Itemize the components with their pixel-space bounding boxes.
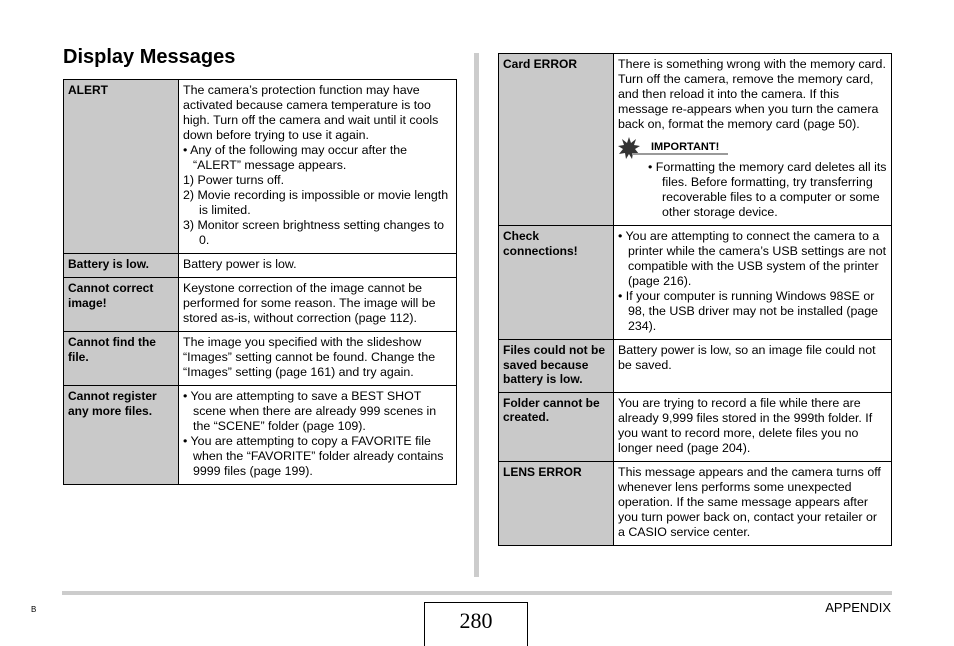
alert-bullet: • Any of the following may occur after the “ALERT” message appears.: [183, 143, 408, 172]
alert-item: 1) Power turns off.: [183, 173, 285, 187]
message-description: You are trying to record a file while there are already 9,999 files stored in the 999th folder. If you want to record more, delete files you no longer need (page 204).: [614, 392, 892, 461]
messages-table-right: [498, 53, 892, 546]
corner-mark: B: [31, 605, 37, 614]
message-description: [179, 386, 457, 485]
column-divider: [474, 53, 479, 577]
important-note: [618, 140, 887, 158]
message-name: Cannot correct image!: [64, 278, 179, 332]
message-description: Battery power is low.: [179, 254, 457, 278]
table-row: [499, 226, 892, 340]
page-number: 280: [424, 602, 528, 646]
card-error-text: There is something wrong with the memory card. Turn off the camera, remove the memory card, and then reload it into the camera. If this message re-appears when you turn the camera back on, format the memory card (page 50).: [618, 57, 886, 131]
message-name: Check connections!: [499, 226, 614, 340]
check-bullet: • If your computer is running Windows 98SE or 98, the USB driver may not be installed (page 234).: [618, 289, 879, 333]
message-name: Cannot find the file.: [64, 332, 179, 386]
message-name: Battery is low.: [64, 254, 179, 278]
table-row: [64, 332, 457, 386]
message-description: The image you specified with the slideshow “Images” setting cannot be found. Change the “Images” setting (page 161) and try again.: [179, 332, 457, 386]
alert-intro: The camera’s protection function may have activated because camera temperature is too high. Turn off the camera and wait until it cools down before trying to use it again.: [183, 83, 439, 142]
important-bullet: • Formatting the memory card deletes all its files. Before formatting, try transferring recoverable files to a computer or some other storage device.: [648, 160, 887, 219]
table-row: [64, 254, 457, 278]
table-row: [499, 340, 892, 393]
message-name: Card ERROR: [499, 54, 614, 226]
register-bullet: • You are attempting to copy a FAVORITE file when the “FAVORITE” folder already contains 9999 files (page 199).: [183, 434, 444, 478]
message-name: Cannot register any more files.: [64, 386, 179, 485]
important-label: IMPORTANT!: [651, 141, 720, 153]
table-row: [64, 80, 457, 254]
table-row: [64, 278, 457, 332]
important-list: [618, 160, 887, 220]
alert-item: 2) Movie recording is impossible or movie length is limited.: [183, 188, 449, 217]
section-label: APPENDIX: [825, 600, 891, 615]
messages-table-left: [63, 79, 457, 485]
message-description: Keystone correction of the image cannot be performed for some reason. The image will be stored as-is, without correction (page 112).: [179, 278, 457, 332]
table-row: [64, 386, 457, 485]
message-name: ALERT: [64, 80, 179, 254]
table-row: [499, 461, 892, 545]
message-name: Files could not be saved because battery is low.: [499, 340, 614, 393]
register-bullet: • You are attempting to save a BEST SHOT scene when there are already 999 scenes in the “SCENE” folder (page 109).: [183, 389, 437, 433]
message-description: Battery power is low, so an image file could not be saved.: [614, 340, 892, 393]
table-row: [499, 392, 892, 461]
message-name: Folder cannot be created.: [499, 392, 614, 461]
page-title: Display Messages: [63, 46, 236, 68]
check-bullet: • You are attempting to connect the camera to a printer while the camera’s USB settings are not compatible with the USB system of the printer (page 216).: [618, 229, 887, 288]
message-description: [179, 80, 457, 254]
message-description: [614, 54, 892, 226]
message-description: This message appears and the camera turns off whenever lens performs some unexpected operation. If the same message appears after you turn power back on, contact your retailer or a CASIO service center.: [614, 461, 892, 545]
message-name: LENS ERROR: [499, 461, 614, 545]
starburst-icon: [618, 137, 640, 159]
footer-rule: [62, 591, 892, 595]
alert-item: 3) Monitor screen brightness setting changes to 0.: [183, 218, 445, 247]
table-row: [499, 54, 892, 226]
message-description: [614, 226, 892, 340]
